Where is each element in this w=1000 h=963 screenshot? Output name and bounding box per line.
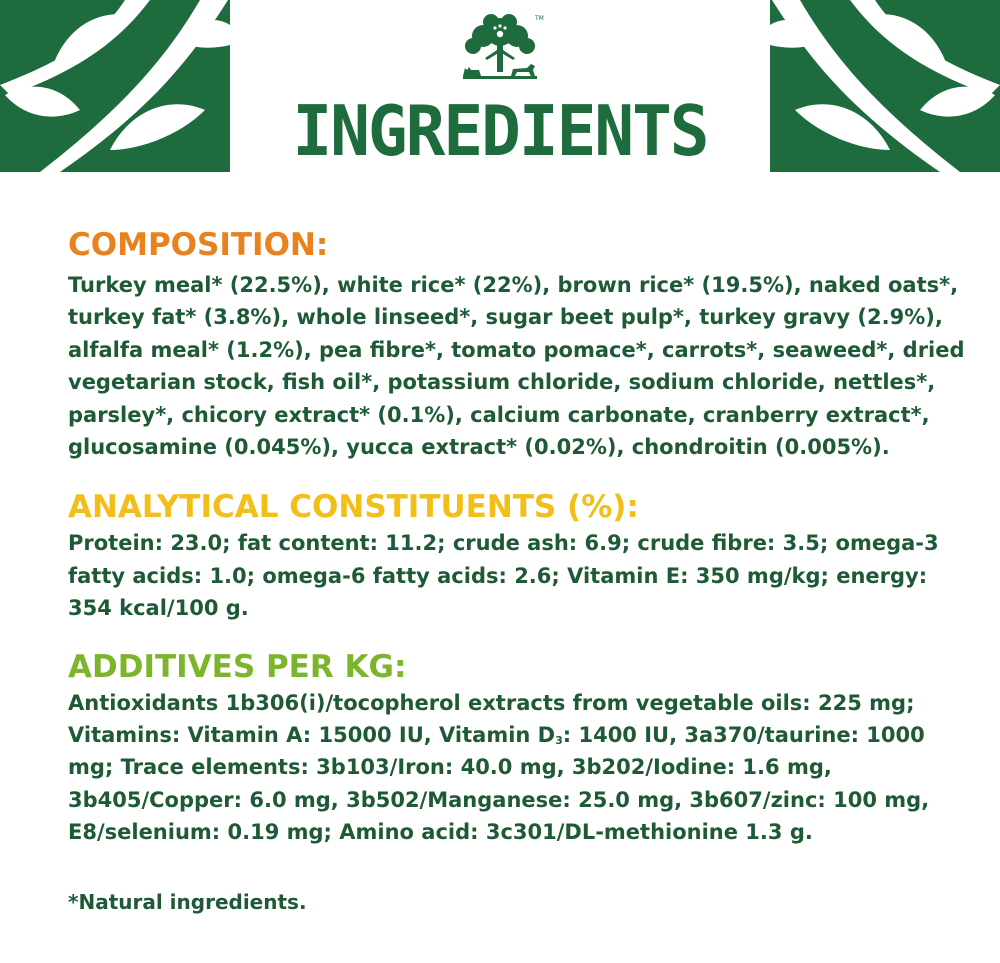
- vitamin-d-subscript: 3: [555, 734, 563, 748]
- tree-with-pets-logo-icon: [455, 12, 545, 90]
- additives-heading: ADDITIVES PER KG:: [68, 648, 407, 685]
- additives-text-part2: : 1400 IU, 3a370/taurine: 1000 mg; Trace elements: 3b103/Iron: 40.0 mg, 3b202/Iodine: 1.6 mg, 3b405/Copper: 6.0 mg, 3b502/Manganese: 25.0 mg, 3b607/zinc: 100 mg, E8/selenium: 0.19 mg; Amino acid: 3c301/DL-methionine 1.3 g.: [68, 723, 930, 845]
- header-banner: [0, 0, 1000, 172]
- composition-text: Turkey meal* (22.5%), white rice* (22%), brown rice* (19.5%), naked oats*, turkey fat* (3.8%), whole linseed*, sugar beet pulp*, turkey gravy (2.9%), alfalfa meal* (1.2%), pea fibre*, tomato pomace*, carrots*, seaweed*, dried vegetarian stock, fish oil*, potassium chloride, sodium chloride, nettles*, parsley*, chicory extract* (0.1%), calcium carbonate, cranberry extract*, glucosamine (0.045%), yucca extract* (0.02%), chondroitin (0.005%).: [68, 273, 965, 460]
- ingredients-content: [68, 225, 968, 917]
- page-title: INGREDIENTS: [292, 91, 708, 172]
- additives-text-part1: Antioxidants 1b306(i)/tocopherol extracts from vegetable oils: 225 mg; Vitamins: Vitamin A: 15000 IU, Vitamin D: [68, 690, 915, 748]
- composition-heading: COMPOSITION:: [68, 227, 329, 263]
- trademark-mark: TM: [535, 15, 544, 22]
- additives-text: [68, 687, 968, 849]
- analytical-constituents-heading: ANALYTICAL CONSTITUENTS (%):: [68, 489, 639, 526]
- footnote: *Natural ingredients.: [68, 889, 307, 914]
- analytical-constituents-text: Protein: 23.0; fat content: 11.2; crude ash: 6.9; crude fibre: 3.5; omega-3 fatty acids: 1.0; omega-6 fatty acids: 2.6; Vitamin E: 350 mg/kg; energy: 354 kcal/100 g.: [68, 531, 939, 621]
